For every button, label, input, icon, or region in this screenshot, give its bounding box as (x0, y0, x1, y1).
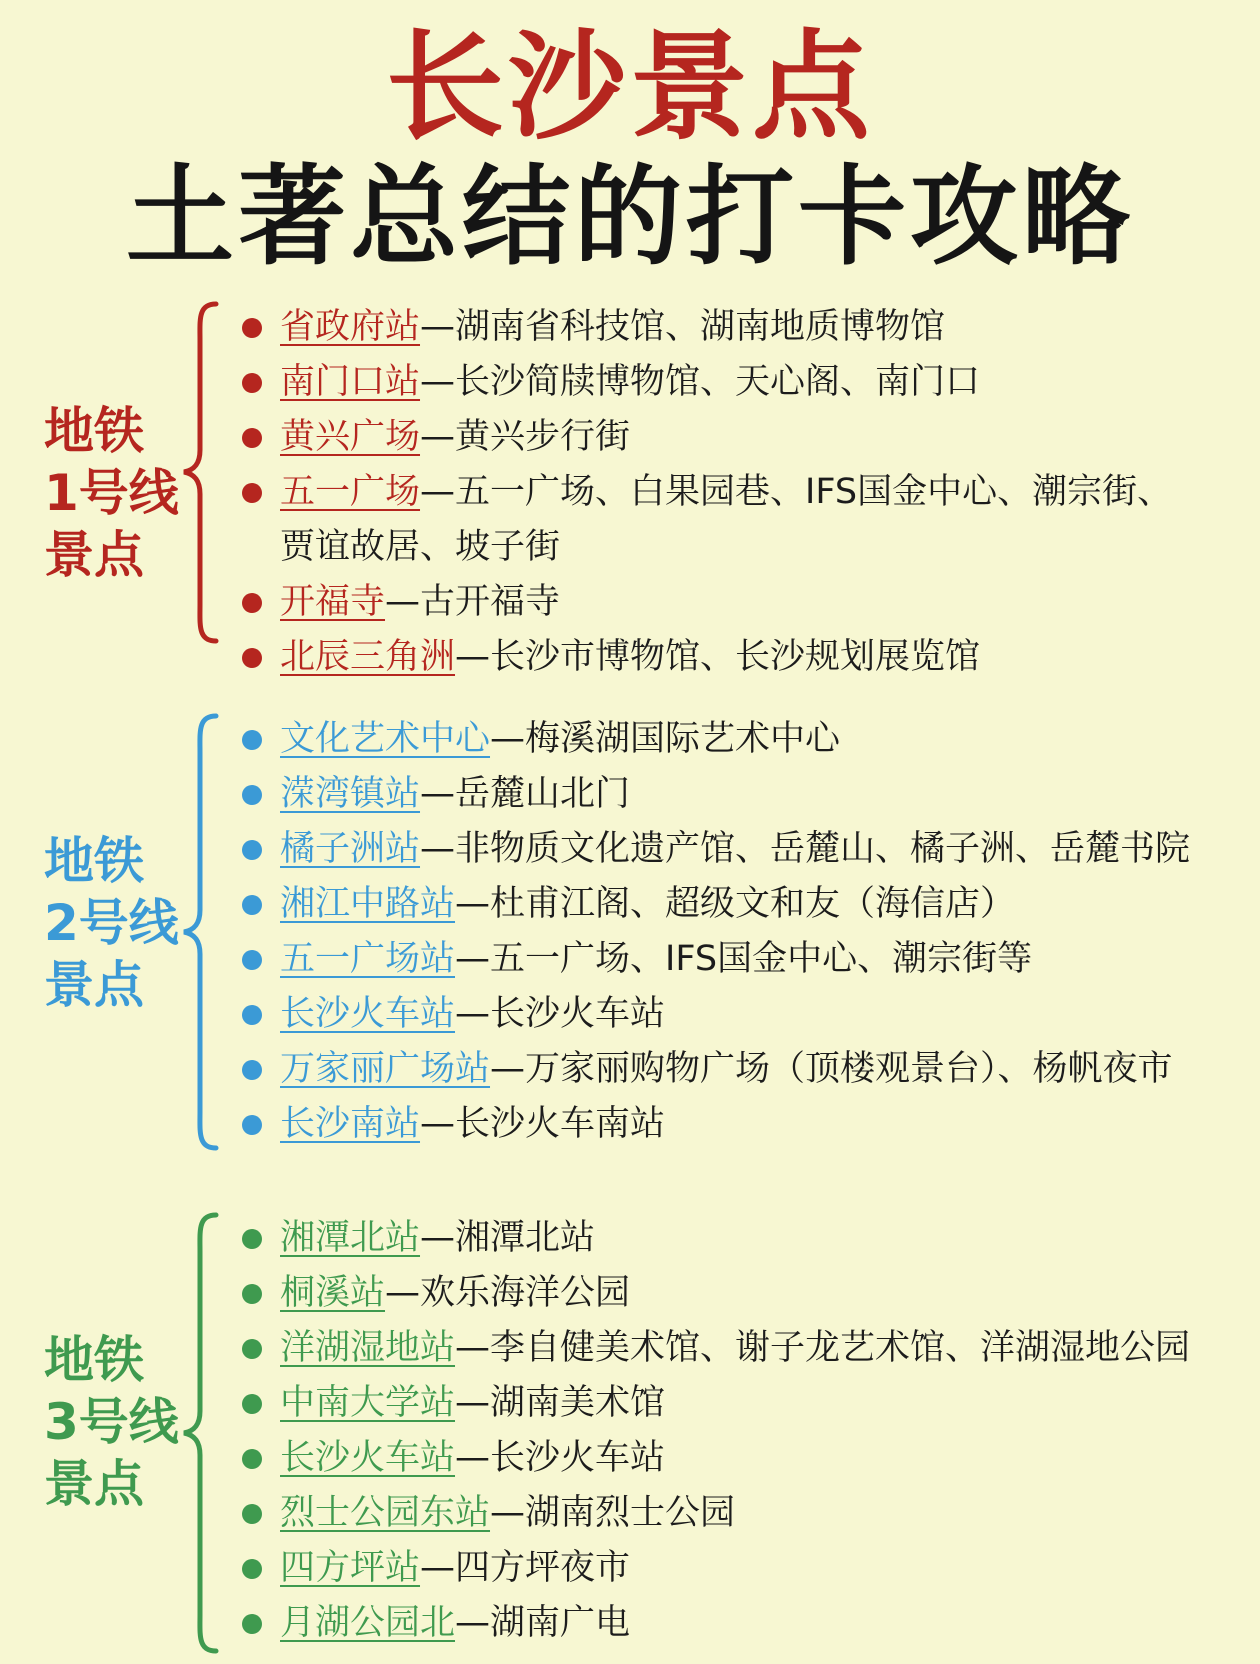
list-item (240, 1097, 1190, 1152)
bullet-icon (242, 593, 262, 613)
spots-text: —长沙火车站 (455, 994, 666, 1034)
bullet-icon (242, 785, 262, 805)
bullet-icon (242, 1559, 262, 1579)
line-3-label: 地铁 3号线 景点 (44, 1331, 179, 1513)
station-name: 万家丽广场站 (280, 1049, 491, 1089)
list-item (240, 300, 1172, 355)
list-item (240, 987, 1190, 1042)
metro-line-1-section (0, 300, 1260, 677)
bullet-icon (242, 483, 262, 503)
station-name: 文化艺术中心 (280, 719, 491, 759)
station-name: 中南大学站 (280, 1383, 456, 1423)
station-name: 桐溪站 (280, 1273, 386, 1313)
station-name: 黄兴广场 (280, 417, 421, 457)
bullet-icon (242, 1614, 262, 1634)
line-1-label: 地铁 1号线 景点 (44, 402, 179, 584)
station-name: 湘潭北站 (280, 1218, 421, 1258)
line-2-label: 地铁 2号线 景点 (44, 832, 179, 1014)
station-name: 溁湾镇站 (280, 774, 421, 814)
spots-text: —欢乐海洋公园 (385, 1273, 631, 1313)
line-3-brace (180, 1211, 226, 1656)
bullet-icon (242, 730, 262, 750)
bullet-icon (242, 895, 262, 915)
spots-text: —杜甫江阁、超级文和友（海信店） (455, 884, 1016, 924)
line-1-brace (180, 300, 226, 645)
metro-line-3-section (0, 1211, 1260, 1656)
station-name: 长沙火车站 (280, 994, 456, 1034)
spots-text: —四方坪夜市 (420, 1548, 631, 1588)
bullet-icon (242, 318, 262, 338)
line-3-station-list (240, 1211, 1190, 1651)
spots-text: —古开福寺 (385, 582, 561, 622)
list-item (240, 355, 1172, 410)
spots-text-continued: 贾谊故居、坡子街 (280, 527, 561, 567)
bullet-icon (242, 1504, 262, 1524)
list-item (240, 822, 1190, 877)
bullet-icon (242, 1284, 262, 1304)
station-name: 五一广场 (280, 472, 421, 512)
spots-text: —湖南省科技馆、湖南地质博物馆 (420, 307, 946, 347)
station-name: 橘子洲站 (280, 829, 421, 869)
spots-text: —岳麓山北门 (420, 774, 631, 814)
spots-text: —梅溪湖国际艺术中心 (490, 719, 841, 759)
spots-text: —非物质文化遗产馆、岳麓山、橘子洲、岳麓书院 (420, 829, 1191, 869)
station-name: 月湖公园北 (280, 1603, 456, 1643)
bullet-icon (242, 373, 262, 393)
bullet-icon (242, 1229, 262, 1249)
list-item (240, 1042, 1190, 1097)
list-item (240, 575, 1172, 630)
station-name: 洋湖湿地站 (280, 1328, 456, 1368)
station-name: 南门口站 (280, 362, 421, 402)
station-name: 北辰三角洲 (280, 637, 456, 677)
station-name: 湘江中路站 (280, 884, 456, 924)
spots-text: —五一广场、白果园巷、IFS国金中心、潮宗街、 (420, 472, 1173, 512)
spots-text: —黄兴步行街 (420, 417, 631, 457)
spots-text: —湖南广电 (455, 1603, 631, 1643)
bullet-icon (242, 1339, 262, 1359)
spots-text: —湖南烈士公园 (490, 1493, 736, 1533)
list-item (240, 1486, 1190, 1541)
bullet-icon (242, 1005, 262, 1025)
main-title: 长沙景点 (385, 18, 874, 156)
bullet-icon (242, 428, 262, 448)
station-name: 五一广场站 (280, 939, 456, 979)
station-name: 省政府站 (280, 307, 421, 347)
spots-text: —长沙火车站 (455, 1438, 666, 1478)
bullet-icon (242, 840, 262, 860)
list-item (240, 767, 1190, 822)
line-2-station-list (240, 712, 1190, 1152)
station-name: 四方坪站 (280, 1548, 421, 1588)
list-item (240, 1376, 1190, 1431)
list-item (240, 877, 1190, 932)
list-item (240, 410, 1172, 465)
station-name: 长沙火车站 (280, 1438, 456, 1478)
station-name: 长沙南站 (280, 1104, 421, 1144)
list-item (240, 630, 1172, 685)
spots-text: —五一广场、IFS国金中心、潮宗街等 (455, 939, 1033, 979)
bullet-icon (242, 950, 262, 970)
spots-text: —湖南美术馆 (455, 1383, 666, 1423)
list-item (240, 1321, 1190, 1376)
bullet-icon (242, 1060, 262, 1080)
bullet-icon (242, 1394, 262, 1414)
bullet-icon (242, 648, 262, 668)
station-name: 开福寺 (280, 582, 386, 622)
spots-text: —长沙市博物馆、长沙规划展览馆 (455, 637, 981, 677)
list-item (240, 1266, 1190, 1321)
station-name: 烈士公园东站 (280, 1493, 491, 1533)
bullet-icon (242, 1449, 262, 1469)
list-item (240, 712, 1190, 767)
bullet-icon (242, 1115, 262, 1135)
sub-title: 土著总结的打卡攻略 (125, 155, 1134, 280)
spots-text: —李自健美术馆、谢子龙艺术馆、洋湖湿地公园 (455, 1328, 1191, 1368)
list-item (240, 932, 1190, 987)
spots-text: —万家丽购物广场（顶楼观景台）、杨帆夜市 (490, 1049, 1173, 1089)
line-1-station-list (240, 300, 1172, 685)
list-item (240, 465, 1172, 575)
list-item (240, 1541, 1190, 1596)
spots-text: —长沙火车南站 (420, 1104, 666, 1144)
spots-text: —湘潭北站 (420, 1218, 596, 1258)
list-item (240, 1431, 1190, 1486)
metro-line-2-section (0, 712, 1260, 1152)
list-item (240, 1211, 1190, 1266)
list-item (240, 1596, 1190, 1651)
line-2-brace (180, 712, 226, 1152)
spots-text: —长沙简牍博物馆、天心阁、南门口 (420, 362, 981, 402)
